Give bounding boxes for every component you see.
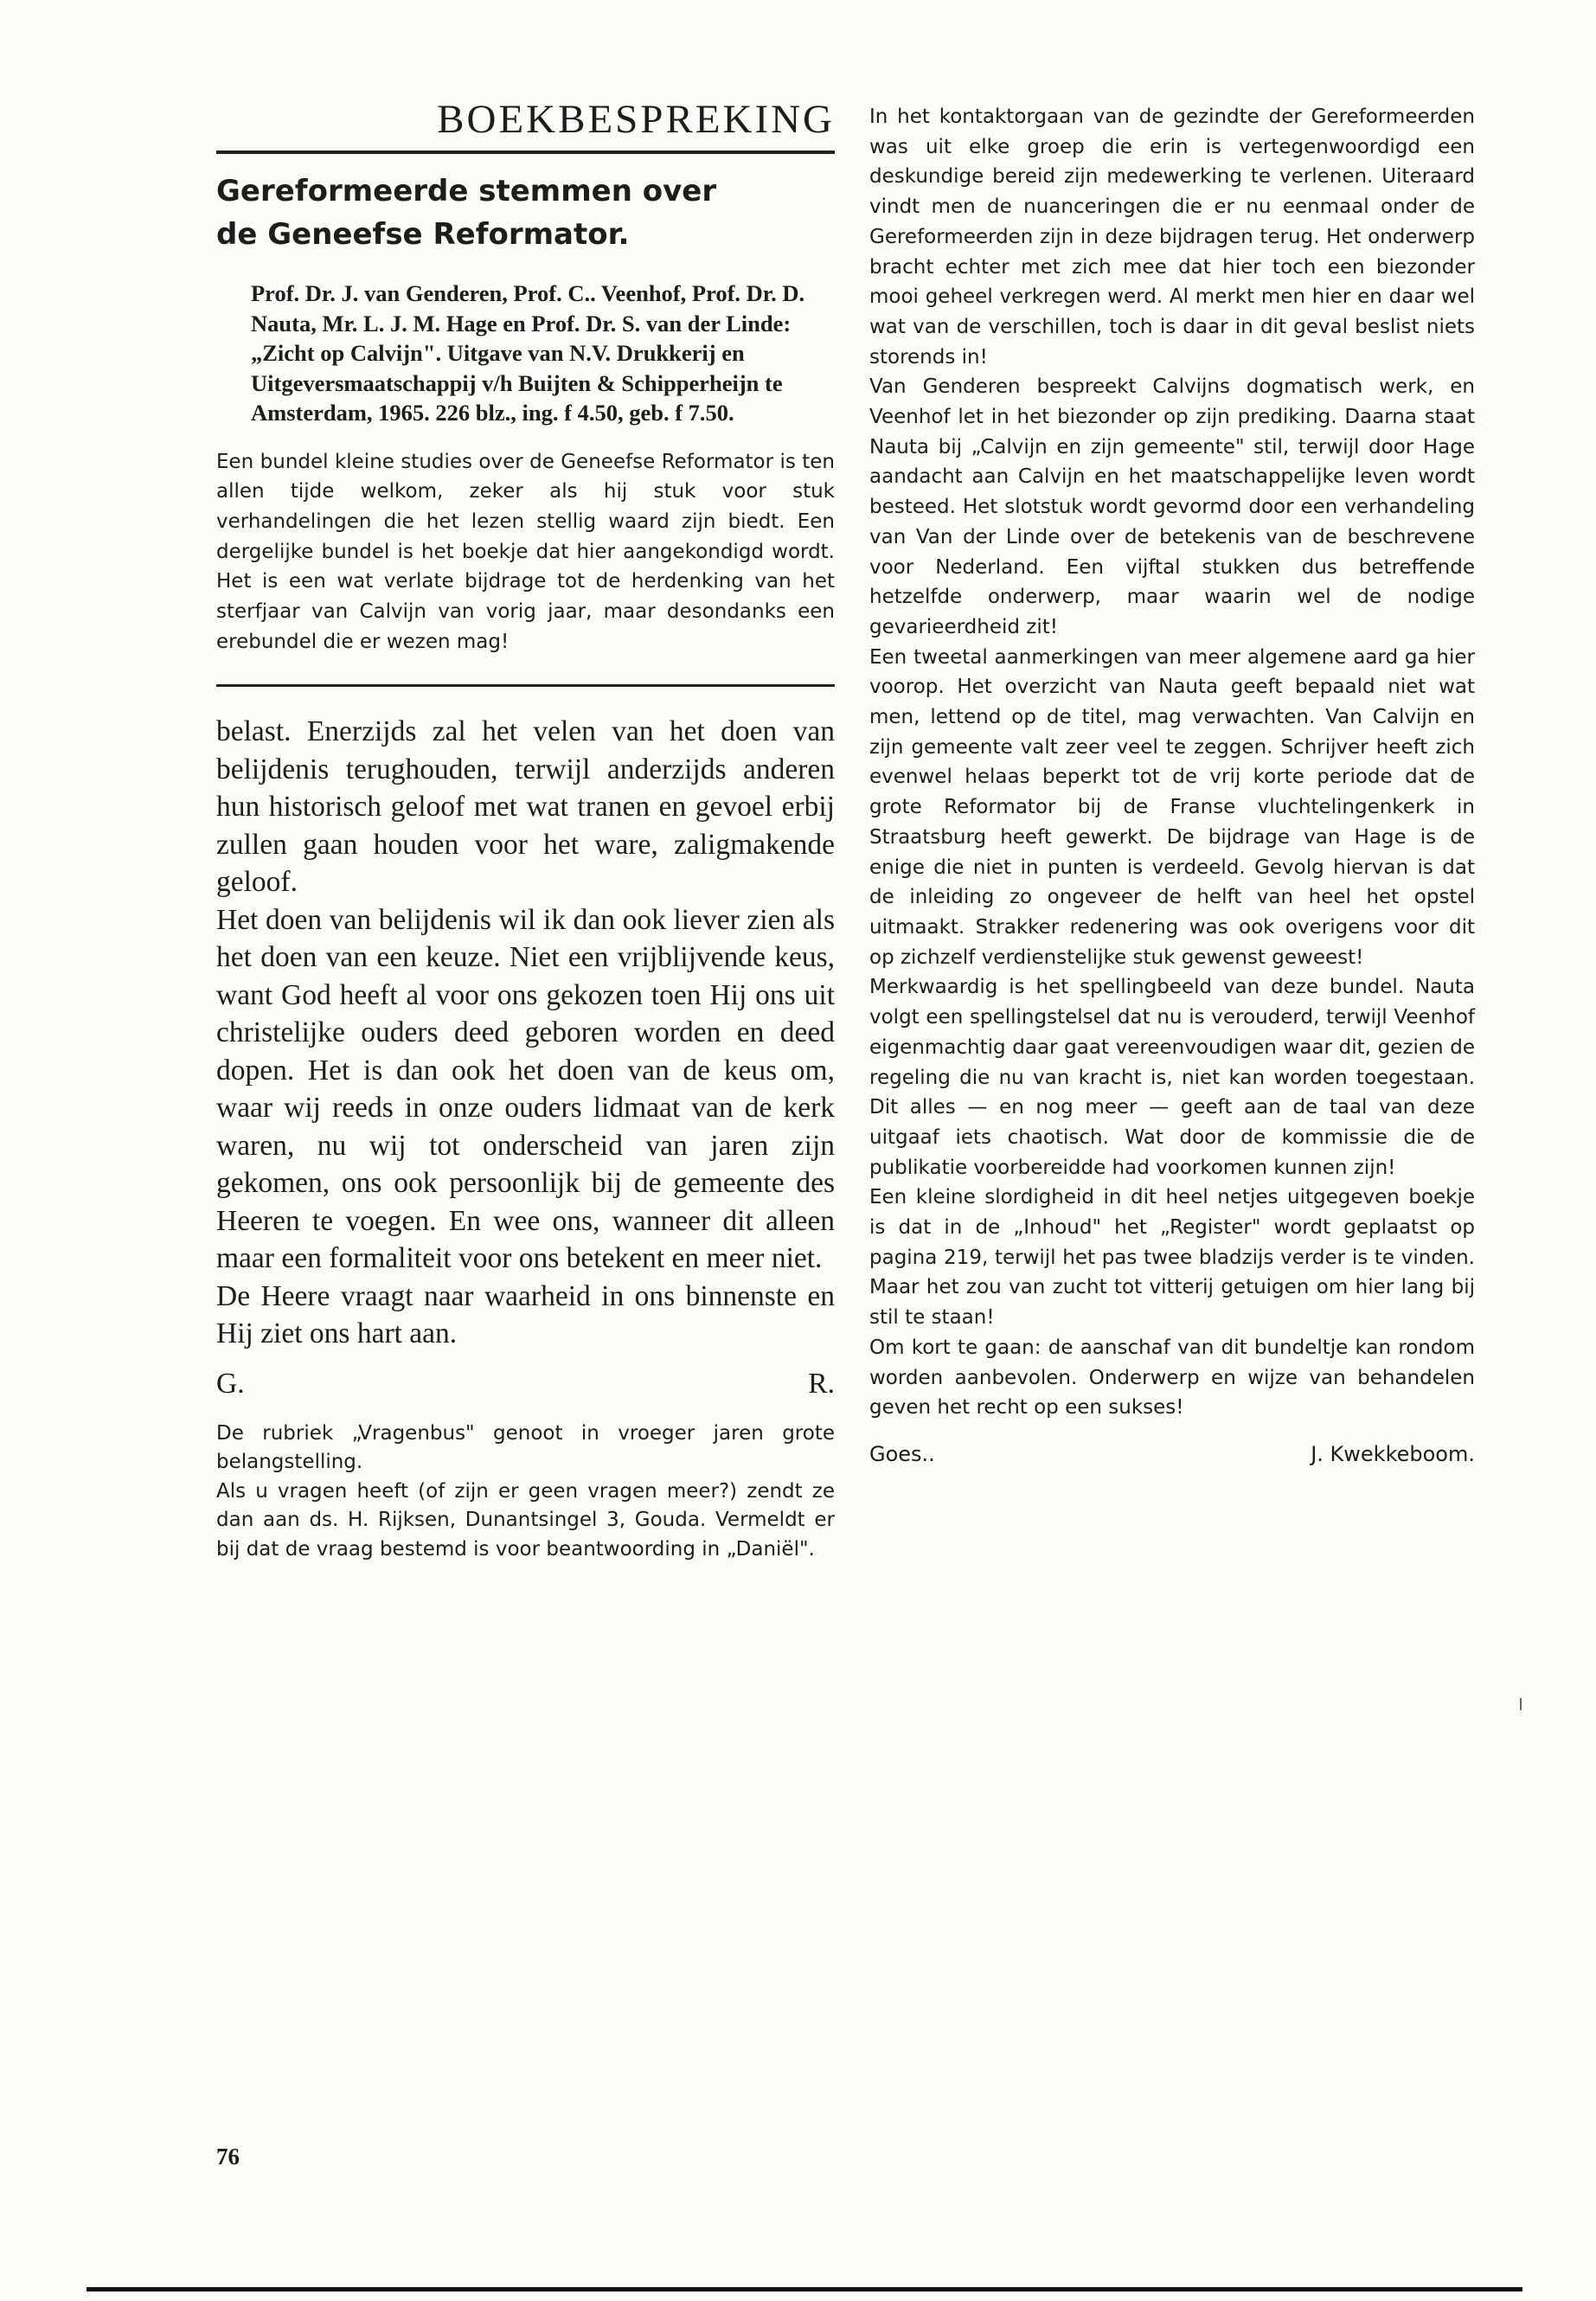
signature-place: Goes.. (869, 1441, 935, 1466)
review-headline (216, 170, 835, 256)
review-paragraph: In het kontaktorgaan van de gezindte der Gereformeerden was uit elke groep die erin is vertegenwoordigd een deskundige bereid zijn medewerking te verlenen. Uiteraard vindt men de nuanceringen die er nu eenmaal onder de Gereformeerden zijn in deze bijdragen terug. Het onderwerp bracht echter met zich mee dat hier toch een biezonder mooi geheel verkregen werd. Al merkt men hier en daar wel wat van de verschillen, toch is daar in dit geval beslist niets storends in! (869, 106, 1475, 369)
left-column (216, 95, 835, 1564)
right-column (869, 102, 1475, 1470)
signature-name: J. Kwekkeboom. (1311, 1441, 1475, 1466)
review-paragraph: Merkwaardig is het spellingbeeld van deze bundel. Nauta volgt een spellingstelsel dat nu is verouderd, terwijl Veenhof eigenmachtig daar gaat vereenvoudigen waar dit, gezien de regeling die nu van kracht is, niet kan worden toegestaan. Dit alles — en nog meer — geeft aan de taal van deze uitgaaf iets chaotisch. Wat door de kommissie die de publikatie voorbereidde had voorkomen kunnen zijn! (869, 976, 1475, 1179)
margin-mark (1520, 1698, 1522, 1710)
review-paragraph: Een kleine slordigheid in dit heel netjes uitgegeven boekje is dat in de „Inhoud" het „Register" wordt geplaatst op pagina 219, terwijl het pas twee bladzijs verder is te vinden. Maar het zou van zucht tot vitterij getuigen om hier lang bij stil te staan! (869, 1186, 1475, 1330)
notice-paragraph: De rubriek „Vragenbus" genoot in vroeger jaren grote belangstelling. (216, 1421, 835, 1474)
vragenbus-notice (216, 1420, 835, 1565)
review-intro-paragraph: Een bundel kleine studies over de Geneefse Reformator is ten allen tijde welkom, zeker als hij stuk voor stuk verhandelingen die het lezen stellig waard zijn biedt. Een dergelijke bundel is het boekje dat hier aangekondigd wordt. Het is een wat verlate bijdrage tot de herdenking van het sterfjaar van Calvijn van vorig jaar, maar desondanks een erebundel die er wezen mag! (216, 450, 835, 653)
initial-left: G. (216, 1367, 245, 1400)
review-signature (869, 1439, 1475, 1470)
author-initials (216, 1365, 835, 1402)
page-number: 76 (216, 2144, 240, 2170)
headline-line-2: de Geneefse Reformator. (216, 217, 630, 252)
continuation-paragraph: belast. Enerzijds zal het velen van het doen van belijdenis terughouden, terwijl anderzijds anderen hun historisch geloof met wat tranen en gevoel erbij zullen gaan houden voor het ware, zaligmakende geloof. (216, 715, 835, 899)
review-paragraph: Om kort te gaan: de aanschaf van dit bundeltje kan rondom worden aanbevolen. Onderwerp en wijze van behandelen geven het recht op een sukses! (869, 1336, 1475, 1420)
review-paragraph: Een tweetal aanmerkingen van meer algemene aard ga hier voorop. Het overzicht van Nauta geeft bepaald niet wat men, lettend op de titel, mag verwachten. Van Calvijn en zijn gemeente valt zeer veel te zeggen. Schrijver heeft zich evenwel helaas beperkt tot de vrij korte periode dat de grote Reformator bij de Franse vluchtelingenkerk in Straatsburg heeft gewerkt. De bijdrage van Hage is de enige die niet in punten is verdeeld. Gevolg hiervan is dat de inleiding zo ongeveer de helft van heel het opstel uitmaakt. Strakker redenering was ook overigens voor dit op zichzelf verdienstelijke stuk gewenst geweest! (869, 645, 1475, 969)
column-divider-rule (216, 684, 835, 687)
initial-right: R. (808, 1367, 835, 1400)
notice-paragraph: Als u vragen heeft (of zijn er geen vragen meer?) zendt ze dan aan ds. H. Rijksen, Dunantsingel 3, Gouda. Vermeldt er bij dat de vraag bestemd is voor beantwoording in „Daniël". (216, 1479, 835, 1561)
headline-line-1: Gereformeerde stemmen over (216, 174, 717, 208)
review-paragraph: Van Genderen bespreekt Calvijns dogmatisch werk, en Veenhof let in het biezonder op zijn prediking. Daarna staat Nauta bij „Calvijn en zijn gemeente" stil, terwijl door Hage aandacht aan Calvijn en het maatschappelijke leven wordt besteed. Het slotstuk wordt gevormd door een verhandeling van Van der Linde over de betekenis van de beschrevene voor Nederland. Een vijftal stukken dus betreffende hetzelfde onderwerp, maar waarin wel de nodige gevarieerdheid zit! (869, 375, 1475, 638)
review-bibliography: Prof. Dr. J. van Genderen, Prof. C.. Veenhof, Prof. Dr. D. Nauta, Mr. L. J. M. Hage en Prof. Dr. S. van der Linde: „Zicht op Calvijn". Uitgave van N.V. Drukkerij en Uitgeversmaatschappij v/h Buijten & Schipperheijn te Amsterdam, 1965. 226 blz., ing. f 4.50, geb. f 7.50. (251, 280, 805, 426)
section-title: BOEKBESPREKING (437, 97, 835, 142)
title-rule (216, 151, 835, 154)
continued-article (216, 713, 835, 1402)
continuation-paragraph: Het doen van belijdenis wil ik dan ook liever zien als het doen van een keuze. Niet een vrijblijvende keus, want God heeft al voor ons gekozen toen Hij ons uit christelijke ouders deed geboren worden en deed dopen. Het is dan ook het doen van de keus om, waar wij reeds in onze ouders lidmaat van de kerk waren, nu wij tot onderscheid van jaren zijn gekomen, ons ook persoonlijk bij de gemeente des Heeren te voegen. En wee ons, wanneer dit alleen maar een formaliteit voor ons betekent en meer niet. (216, 903, 835, 1275)
continuation-paragraph: De Heere vraagt naar waarheid in ons binnenste en Hij ziet ons hart aan. (216, 1279, 835, 1350)
page-bottom-rule (87, 2287, 1522, 2291)
